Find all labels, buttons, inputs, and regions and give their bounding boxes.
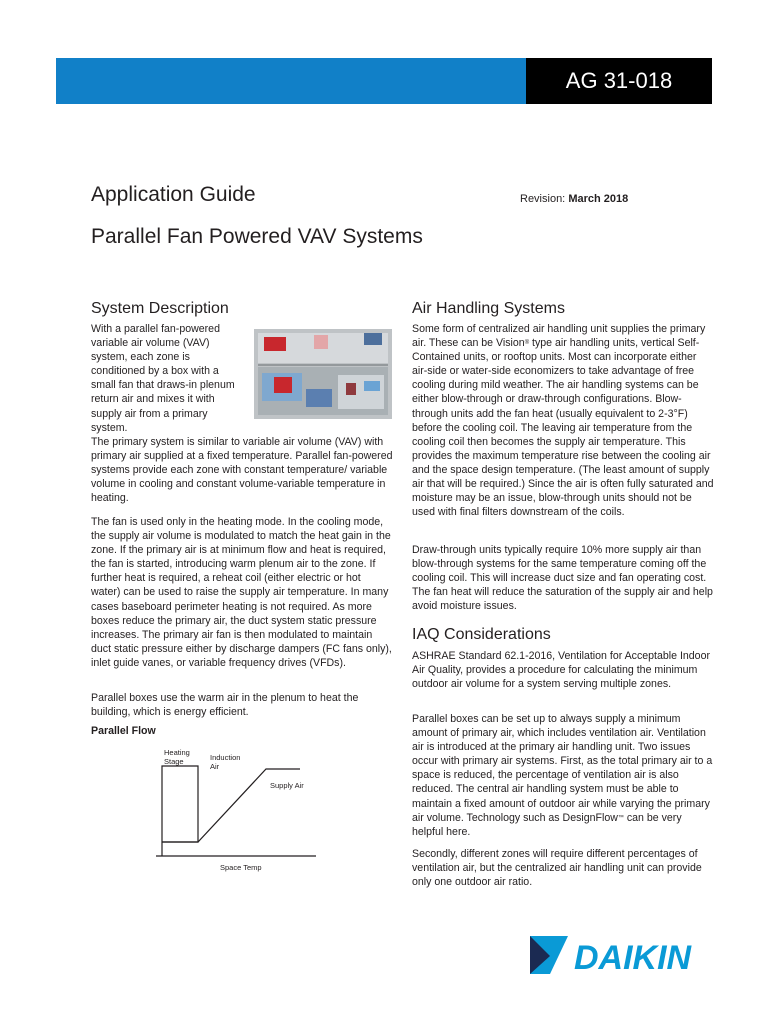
iaq-paragraph-1: ASHRAE Standard 62.1-2016, Ventilation for Acceptable Indoor Air Quality, provides a procedure for calculating the minimum outdoor air volume for a system serving multiple zones. xyxy=(412,650,710,691)
air-handling-paragraph-1 xyxy=(412,322,714,519)
logo-text: DAIKIN xyxy=(574,939,692,976)
header-band xyxy=(56,58,526,104)
page-title: Parallel Fan Powered VAV Systems xyxy=(91,225,423,248)
air-handling-paragraph-2: Draw-through units typically require 10% more supply air than blow-through systems for the same temperature coming off the cooling coil. This will increase duct size and fan operating cost. The fan heat will reduce the saturation of the supply air and help avoid moisture issues. xyxy=(412,544,713,613)
system-description-heading: System Description xyxy=(91,300,229,317)
air-handling-heading: Air Handling Systems xyxy=(412,300,565,317)
iaq-heading: IAQ Considerations xyxy=(412,626,551,643)
iaq-paragraph-3: Secondly, different zones will require different percentages of ventilation air, but the centralized air handling unit can provide only one outdoor air ratio. xyxy=(412,848,702,889)
daikin-logo xyxy=(528,934,716,976)
air-handling-p1-start: Some form of centralized air handling unit supplies the primary air. These can be Vision xyxy=(412,323,706,350)
space-temp-label: Space Temp xyxy=(220,863,262,872)
induction-air-label-2: Air xyxy=(210,762,220,771)
heating-stage-label-2: Stage xyxy=(164,757,184,766)
trademark-mark: ™ xyxy=(617,814,624,821)
heating-stage-label-1: Heating xyxy=(164,748,190,757)
supply-air-label: Supply Air xyxy=(270,781,304,790)
parallel-flow-diagram xyxy=(150,744,320,876)
system-description-paragraph-2: The fan is used only in the heating mode. In the cooling mode, the supply air volume is modulated to match the heat gain in the zone. If the primary air is at minimum flow and heat is required, the fan is started, introducing warm plenum air to the zone. If further heat is required, a reheat coil (either electric or hot water) can be used to raise the supply air temperature. In many cases baseboard perimeter heating is not required. As more boxes reduce the primary air, the duct system static pressure increases. The primary air fan is then modulated to maintain duct static pressure either by discharge dampers (FC fans only), inlet guide vanes, or variable frequency drives (VFDs). xyxy=(91,516,392,669)
induction-air-label-1: Induction xyxy=(210,753,241,762)
registered-mark: ® xyxy=(524,340,530,347)
revision-date: March 2018 xyxy=(568,193,629,205)
air-handling-p1-end: type air handling units, vertical Self-Contained units, or rooftop units. Most can incorporate either air-side or water-side economizers to take advantage of free cooling during mild weather. The air handling systems can be either blow-through or draw-through configurations. Blow-through units add the fan heat (usually equivalent to 2-3°F) before the cooling coil. The leaving air temperature from the cooling coil then becomes the supply air temperature. This provides the maximum temperature rise between the cooling air and the space design temperature. (The least amount of supply air that will be required.) Since the air is often fully saturated and moisture may be an issue, blow-through units should not be used with final filters downstream of the coils. xyxy=(412,337,714,519)
doc-code: AG 31-018 xyxy=(565,68,673,93)
iaq-p2-end: can be very helpful here. xyxy=(412,811,682,838)
revision-label: Revision: xyxy=(520,193,566,205)
system-description-paragraph-3: Parallel boxes use the warm air in the plenum to heat the building, which is energy efficient. xyxy=(91,692,359,719)
revision xyxy=(520,193,628,205)
system-description-rest: The primary system is similar to variable air volume (VAV) with primary air supplied at a fixed temperature. Parallel fan-powered systems provide each zone with constant temperature/ variable volume in cooling and constant volume-variable temperature in heating. xyxy=(91,435,393,505)
parallel-flow-label: Parallel Flow xyxy=(91,725,156,737)
iaq-paragraph-2 xyxy=(412,712,714,839)
iaq-p2-start: Parallel boxes can be set up to always supply a minimum amount of primary air, which includes ventilation air. Ventilation air is introduced at the primary air handling unit. Two issues occur with primary air systems. First, as the total primary air to a space is reduced, the percentage of ventilation air is also reduced. The central air handling system must be able to maintain a fixed amount of outdoor air while varying the primary air volume. Technology such as DesignFlow xyxy=(412,713,713,824)
system-description-lead: With a parallel fan-powered variable air volume (VAV) system, each zone is conditioned by a box with a small fan that draws-in plenum return air and mixes it with supply air from a primary system. xyxy=(91,323,235,434)
doc-type-heading: Application Guide xyxy=(91,183,256,206)
system-illustration xyxy=(254,329,392,419)
